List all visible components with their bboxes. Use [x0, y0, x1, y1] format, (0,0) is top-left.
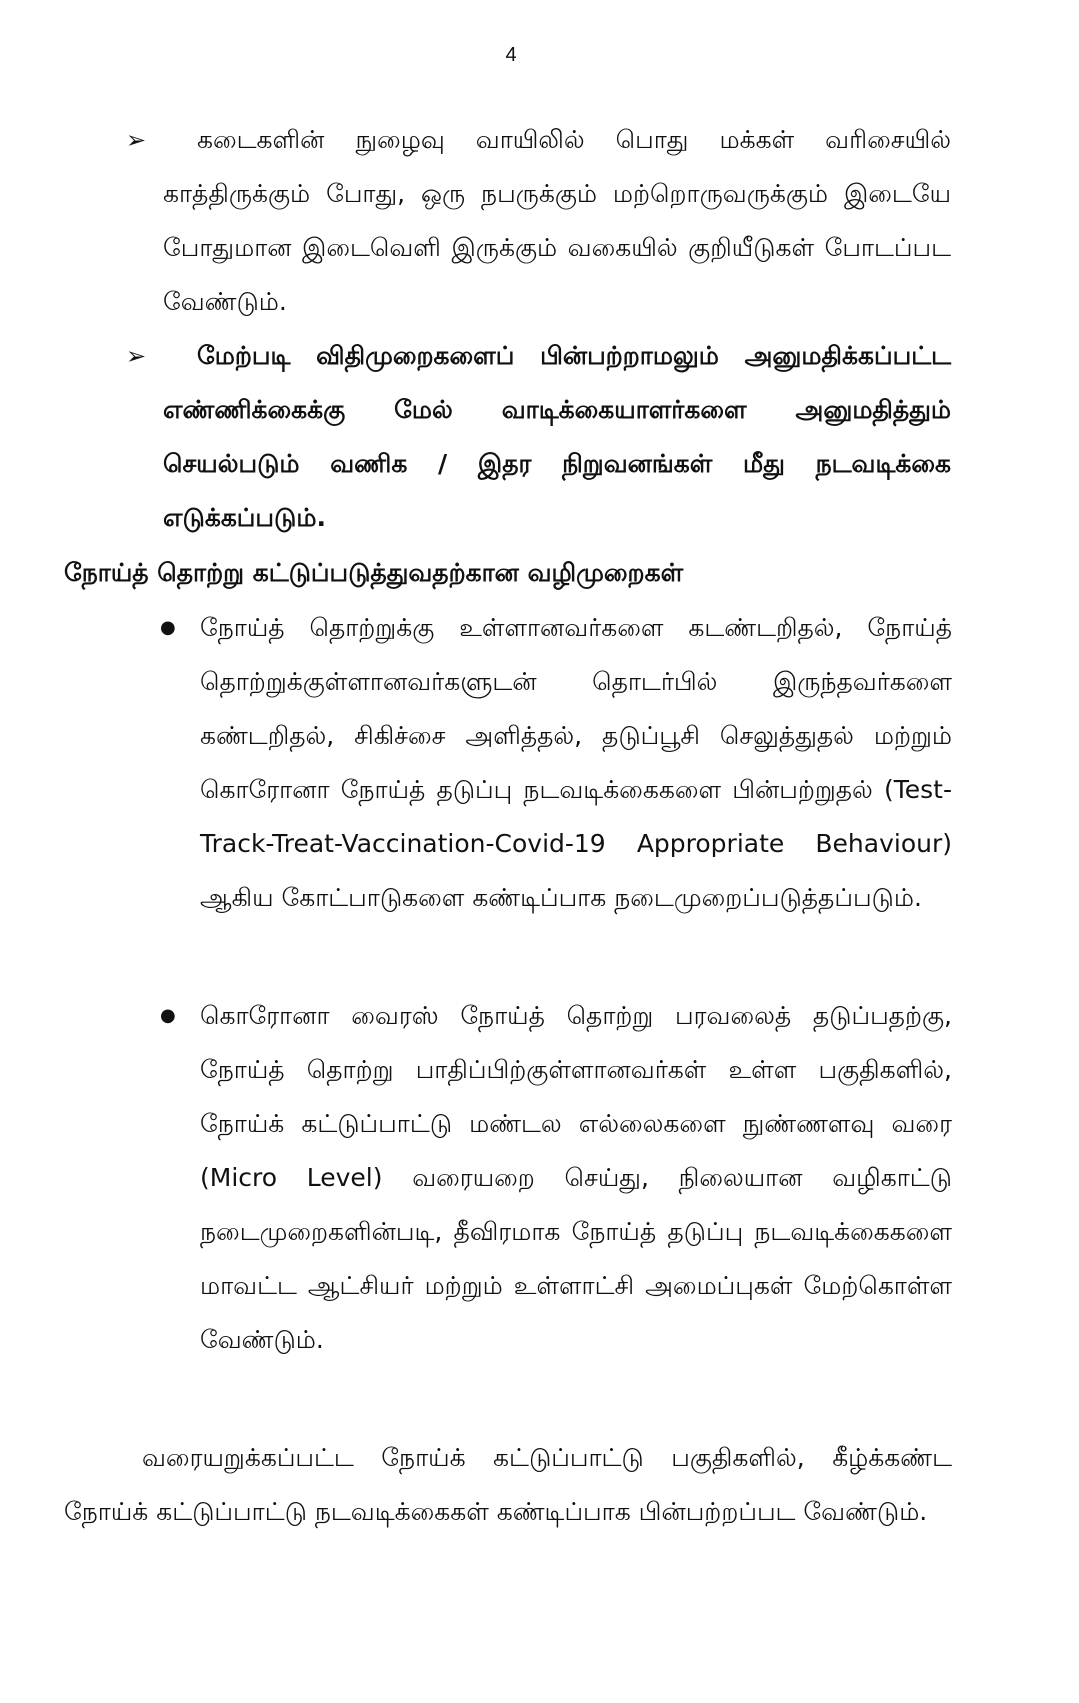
section-heading: நோய்த் தொற்று கட்டுப்படுத்துவதற்கான வழிமுறைகள் [64, 558, 684, 587]
arrow-bullet-icon: ➢ [126, 342, 147, 370]
bullet-point-test-track-treat: நோய்த் தொற்றுக்கு உள்ளானவர்களை கடண்டறிதல், நோய்த் தொற்றுக்குள்ளானவர்களுடன் தொடர்பில் இருந்தவர்களை கண்டறிதல், சிகிச்சை அளித்தல், தடுப்பூசி செலுத்துதல் மற்றும் கொரோனா நோய்த் தடுப்பு நடவடிக்கைகளை பின்பற்றுதல் (Test-Track-Treat-Vaccination-Covid-19 Appropriate Behaviour) ஆகிய கோட்பாடுகளை கண்டிப்பாக நடைமுறைப்படுத்தப்படும். [200, 613, 952, 912]
bullet-point-micro-containment: கொரோனா வைரஸ் நோய்த் தொற்று பரவலைத் தடுப்பதற்கு, நோய்த் தொற்று பாதிப்பிற்குள்ளானவர்கள் உள்ள பகுதிகளில், நோய்க் கட்டுப்பாட்டு மண்டல எல்லைகளை நுண்ணளவு வரை (Micro Level) வரையறை செய்து, நிலையான வழிகாட்டு நடைமுறைகளின்படி, தீவிரமாக நோய்த் தடுப்பு நடவடிக்கைகளை மாவட்ட ஆட்சியர் மற்றும் உள்ளாட்சி அமைப்புகள் மேற்கொள்ள வேண்டும். [200, 1001, 952, 1354]
round-bullet-icon: ● [160, 617, 176, 638]
arrow-point-queue-markings: கடைகளின் நுழைவு வாயிலில் பொது மக்கள் வரிசையில் காத்திருக்கும் போது, ஒரு நபருக்கும் மற்றொருவருக்கும் இடையே போதுமான இடைவெளி இருக்கும் வகையில் குறியீடுகள் போடப்பட வேண்டும். [163, 125, 951, 316]
page-number: 4 [505, 44, 517, 66]
arrow-bullet-icon: ➢ [126, 126, 147, 154]
round-bullet-icon: ● [160, 1005, 176, 1026]
arrow-point-penalty: மேற்படி விதிமுறைகளைப் பின்பற்றாமலும் அனுமதிக்கப்பட்ட எண்ணிக்கைக்கு மேல் வாடிக்கையாளர்களை அனுமதித்தும் செயல்படும் வணிக / இதர நிறுவனங்கள் மீது நடவடிக்கை எடுக்கப்படும். [163, 341, 951, 532]
closing-paragraph: வரையறுக்கப்பட்ட நோய்க் கட்டுப்பாட்டு பகுதிகளில், கீழ்க்கண்ட நோய்க் கட்டுப்பாட்டு நடவடிக்கைகள் கண்டிப்பாக பின்பற்றப்பட வேண்டும். [64, 1443, 952, 1526]
